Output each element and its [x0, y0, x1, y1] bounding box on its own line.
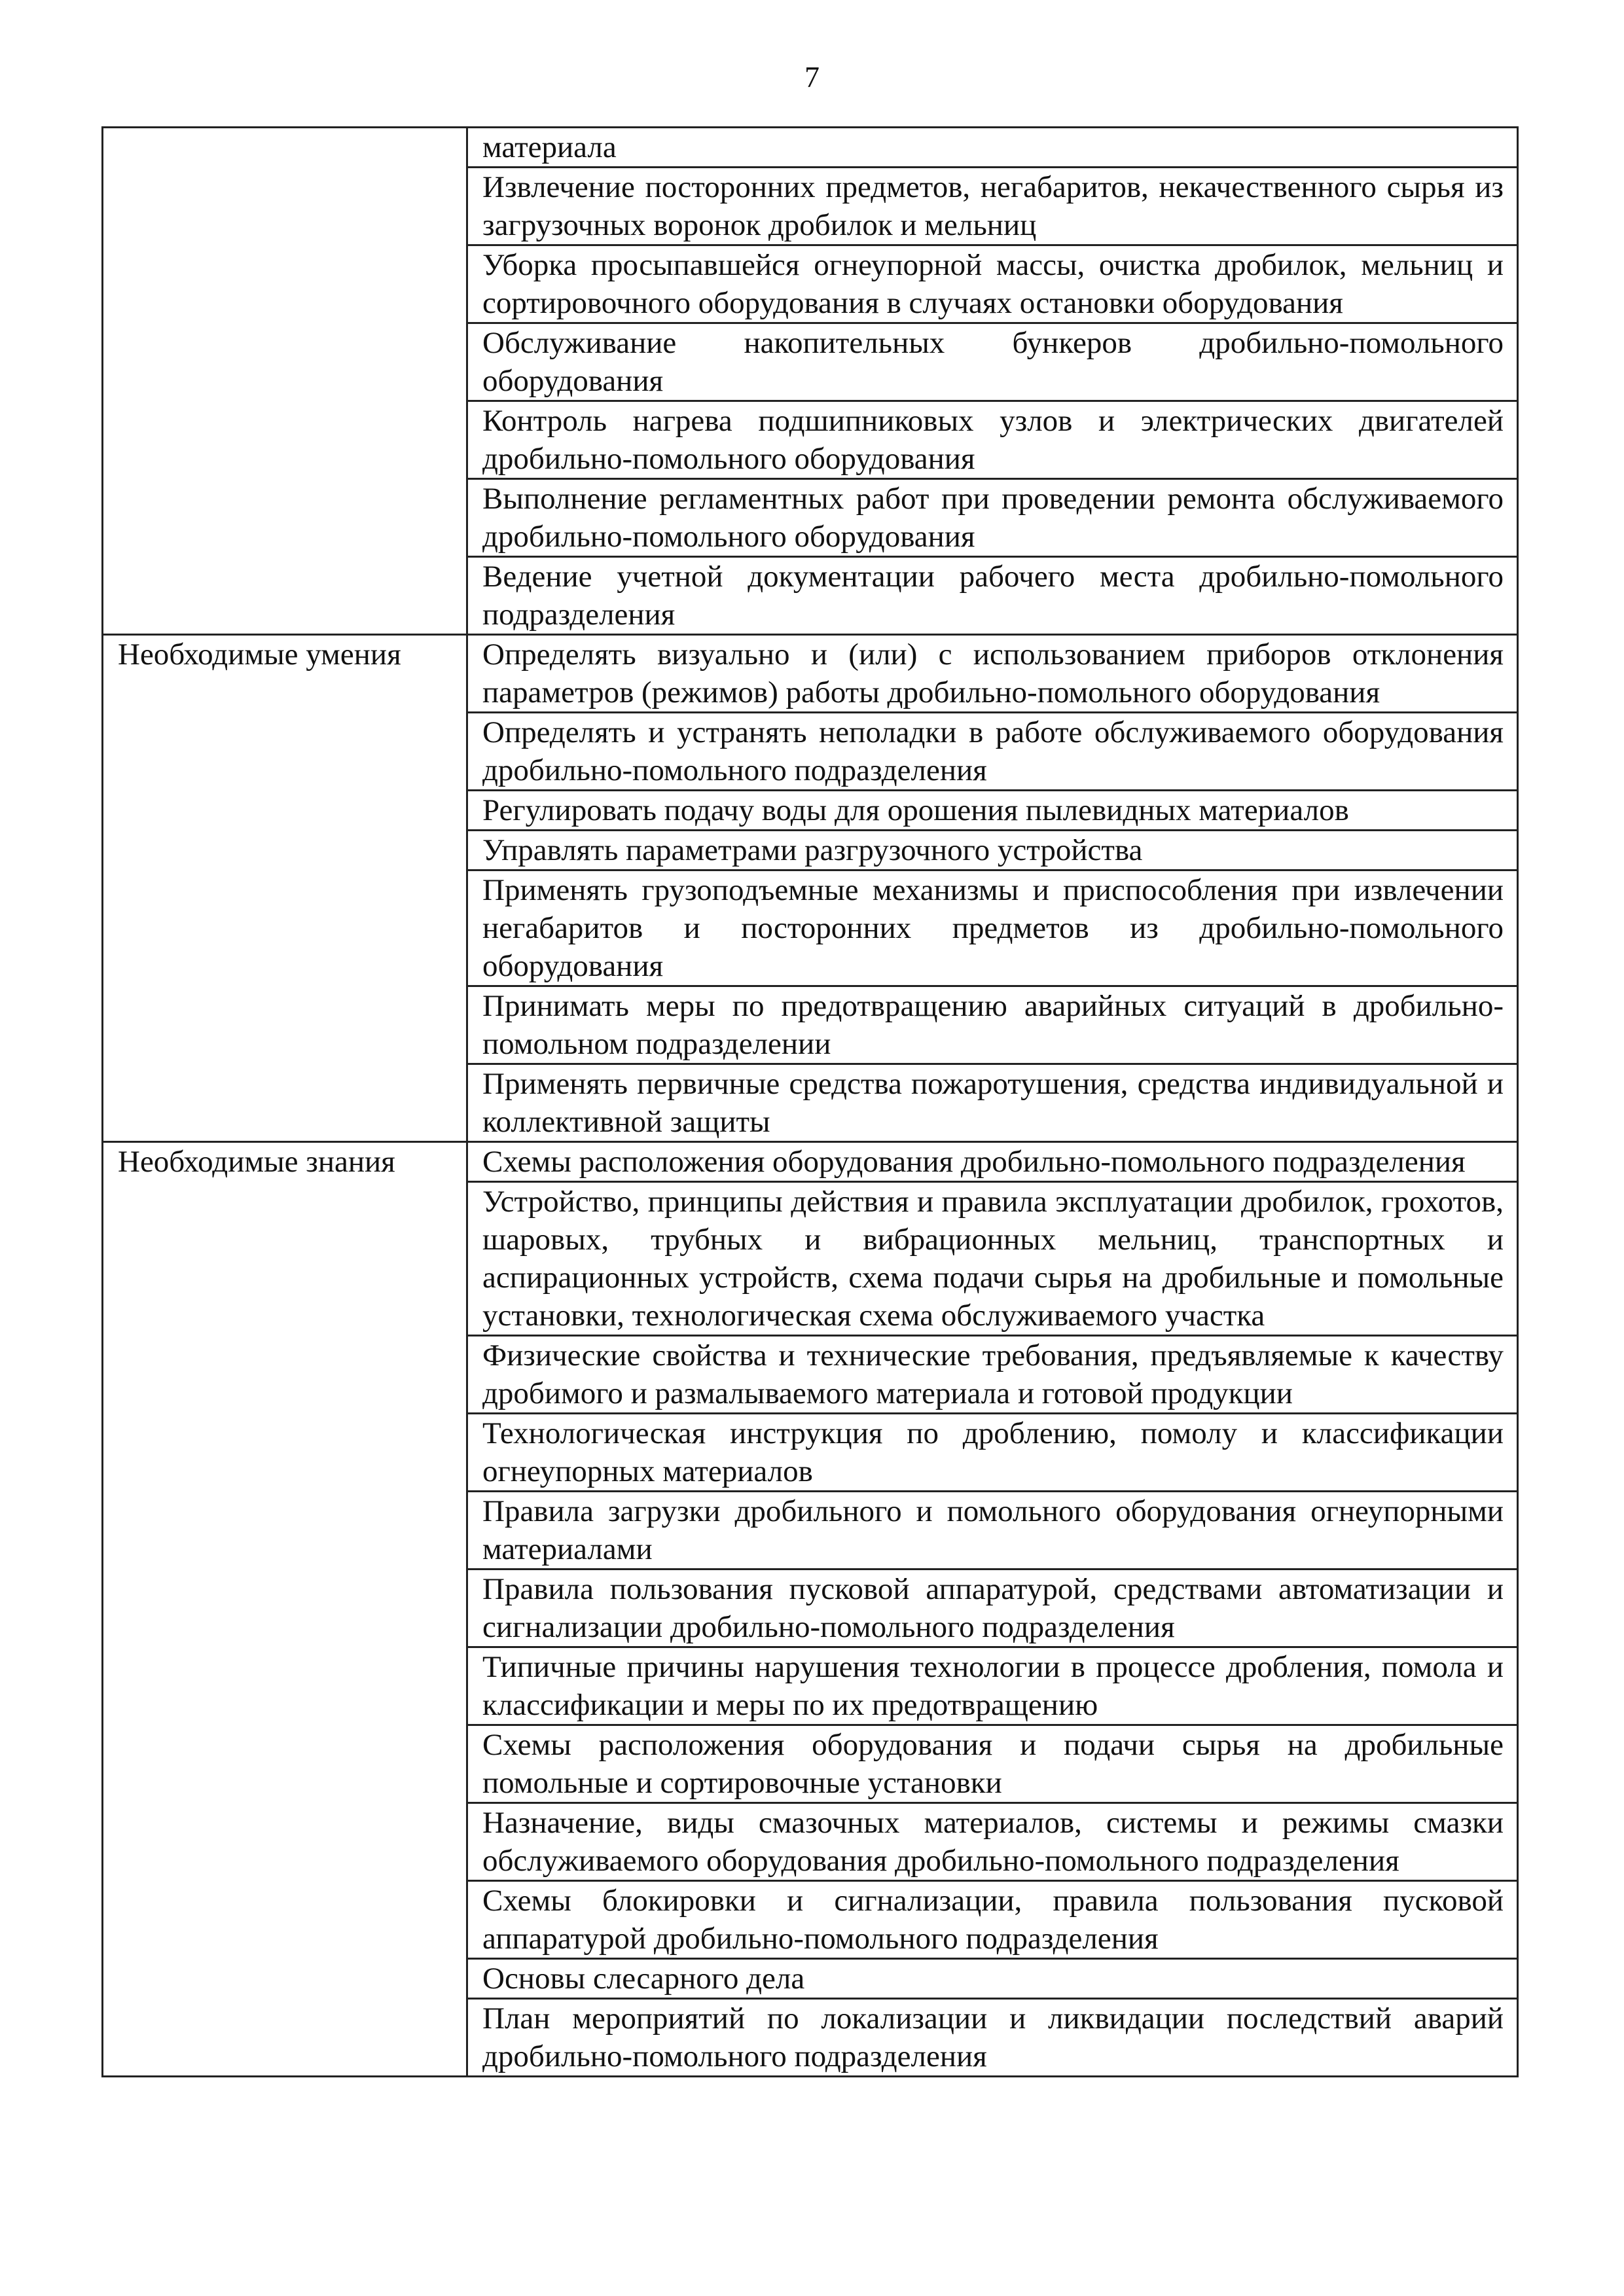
- category-cell: [103, 128, 467, 635]
- page-number: 7: [804, 60, 820, 94]
- item-cell: Применять грузоподъемные механизмы и приспособления при извлечении негабаритов и посторонних предметов из дробильно-помольного оборудования: [467, 870, 1518, 986]
- item-cell: Принимать меры по предотвращению аварийных ситуаций в дробильно-помольном подразделении: [467, 986, 1518, 1064]
- item-cell: Технологическая инструкция по дроблению, помолу и классификации огнеупорных материалов: [467, 1414, 1518, 1492]
- item-cell: Определять и устранять неполадки в работе обслуживаемого оборудования дробильно-помольного подразделения: [467, 713, 1518, 791]
- item-cell: Правила загрузки дробильного и помольного оборудования огнеупорными материалами: [467, 1492, 1518, 1570]
- item-cell: Устройство, принципы действия и правила эксплуатации дробилок, грохотов, шаровых, трубных и вибрационных мельниц, транспортных и аспирационных устройств, схема подачи сырья на дробильные и помольные установки, технологическая схема обслуживаемого участка: [467, 1182, 1518, 1336]
- table-body: [103, 128, 1518, 2077]
- item-cell: Схемы расположения оборудования дробильно-помольного подразделения: [467, 1142, 1518, 1182]
- item-cell: Обслуживание накопительных бункеров дробильно-помольного оборудования: [467, 323, 1518, 401]
- item-cell: Схемы блокировки и сигнализации, правила пользования пусковой аппаратурой дробильно-помольного подразделения: [467, 1881, 1518, 1959]
- competency-table: [101, 126, 1519, 2077]
- item-cell: План мероприятий по локализации и ликвидации последствий аварий дробильно-помольного подразделения: [467, 1999, 1518, 2077]
- category-cell: Необходимые умения: [103, 635, 467, 1142]
- table-row: [103, 1142, 1518, 1182]
- category-cell: Необходимые знания: [103, 1142, 467, 2077]
- item-cell: Назначение, виды смазочных материалов, системы и режимы смазки обслуживаемого оборудования дробильно-помольного подразделения: [467, 1803, 1518, 1881]
- item-cell: Уборка просыпавшейся огнеупорной массы, очистка дробилок, мельниц и сортировочного оборудования в случаях остановки оборудования: [467, 245, 1518, 323]
- item-cell: материала: [467, 128, 1518, 168]
- item-cell: Контроль нагрева подшипниковых узлов и электрических двигателей дробильно-помольного оборудования: [467, 401, 1518, 479]
- item-cell: Физические свойства и технические требования, предъявляемые к качеству дробимого и размалываемого материала и готовой продукции: [467, 1336, 1518, 1414]
- table-row: [103, 128, 1518, 168]
- table-row: [103, 635, 1518, 713]
- item-cell: Извлечение посторонних предметов, негабаритов, некачественного сырья из загрузочных воронок дробилок и мельниц: [467, 168, 1518, 245]
- item-cell: Выполнение регламентных работ при проведении ремонта обслуживаемого дробильно-помольного оборудования: [467, 479, 1518, 557]
- item-cell: Определять визуально и (или) с использованием приборов отклонения параметров (режимов) работы дробильно-помольного оборудования: [467, 635, 1518, 713]
- item-cell: Применять первичные средства пожаротушения, средства индивидуальной и коллективной защиты: [467, 1064, 1518, 1142]
- item-cell: Типичные причины нарушения технологии в процессе дробления, помола и классификации и меры по их предотвращению: [467, 1647, 1518, 1725]
- item-cell: Ведение учетной документации рабочего места дробильно-помольного подразделения: [467, 557, 1518, 635]
- item-cell: Основы слесарного дела: [467, 1959, 1518, 1999]
- item-cell: Схемы расположения оборудования и подачи сырья на дробильные помольные и сортировочные установки: [467, 1725, 1518, 1803]
- item-cell: Управлять параметрами разгрузочного устройства: [467, 831, 1518, 870]
- item-cell: Правила пользования пусковой аппаратурой, средствами автоматизации и сигнализации дробильно-помольного подразделения: [467, 1570, 1518, 1647]
- item-cell: Регулировать подачу воды для орошения пылевидных материалов: [467, 791, 1518, 831]
